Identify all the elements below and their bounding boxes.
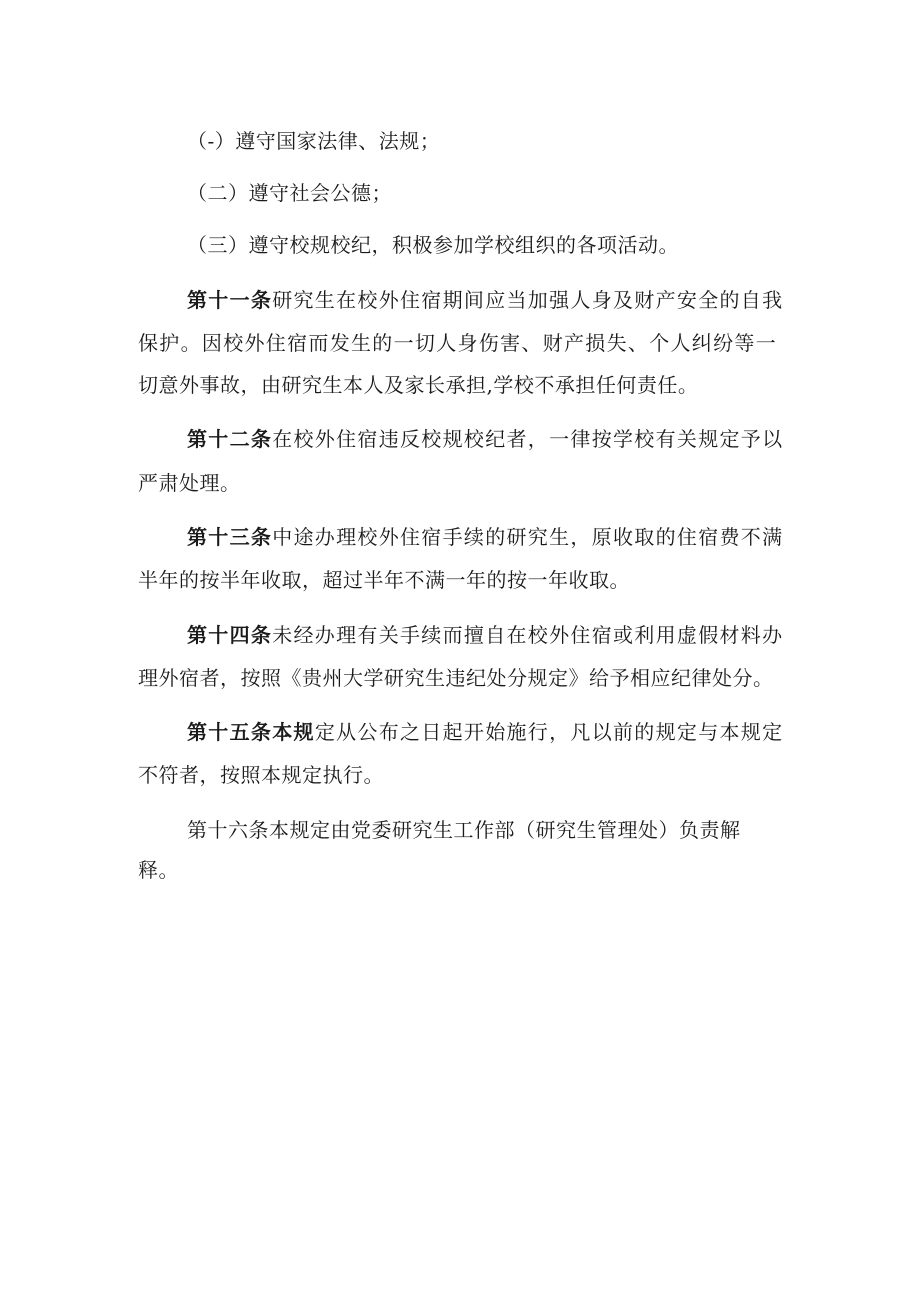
article-15-line-2: 不符者，按照本规定执行。 bbox=[138, 763, 384, 787]
item-3: （三）遵守校规校纪，积极参加学校组织的各项活动。 bbox=[187, 233, 679, 257]
article-13-text-1: 中途办理校外住宿手续的研究生，原收取的住宿费不满 bbox=[272, 525, 784, 549]
article-11-label: 第十一条 bbox=[187, 288, 273, 312]
article-12-line-1 bbox=[187, 424, 783, 454]
article-11-line-2: 保护。因校外住宿而发生的一切人身伤害、财产损失、个人纠纷等一 bbox=[138, 331, 777, 355]
article-12-line-2: 严肃处理。 bbox=[138, 471, 241, 495]
article-14-line-2: 理外宿者，按照《贵州大学研究生违纪处分规定》给予相应纪律处分。 bbox=[138, 666, 774, 690]
article-15-label: 第十五条本规 bbox=[187, 720, 315, 744]
item-2: （二）遵守社会公德； bbox=[187, 181, 392, 205]
article-14-label: 第十四条 bbox=[187, 623, 273, 647]
article-11-line-1 bbox=[187, 285, 783, 315]
article-11-line-3: 切意外事故，由研究生本人及家长承担,学校不承担任何责任。 bbox=[138, 373, 699, 397]
article-14-text-1: 未经办理有关手续而擅自在校外住宿或利用虚假材料办 bbox=[272, 623, 784, 647]
article-13-line-1 bbox=[187, 522, 783, 552]
article-11-text-1: 研究生在校外住宿期间应当加强人身及财产安全的自我 bbox=[272, 288, 784, 312]
article-13-label: 第十三条 bbox=[187, 525, 273, 549]
article-14-line-1 bbox=[187, 620, 783, 650]
article-13-line-2: 半年的按半年收取，超过半年不满一年的按一年收取。 bbox=[138, 568, 630, 592]
article-15-line-1 bbox=[187, 717, 783, 747]
article-12-label: 第十二条 bbox=[187, 427, 273, 451]
article-15-text-1: 定从公布之日起开始施行，凡以前的规定与本规定 bbox=[314, 720, 784, 744]
article-16-line-1: 第十六条本规定由党委研究生工作部（研究生管理处）负责解 bbox=[187, 818, 741, 842]
article-12-text-1: 在校外住宿违反校规校纪者，一律按学校有关规定予以 bbox=[272, 427, 784, 451]
article-16-line-2: 释。 bbox=[138, 858, 179, 882]
item-1: （-）遵守国家法律、法规； bbox=[187, 129, 441, 153]
